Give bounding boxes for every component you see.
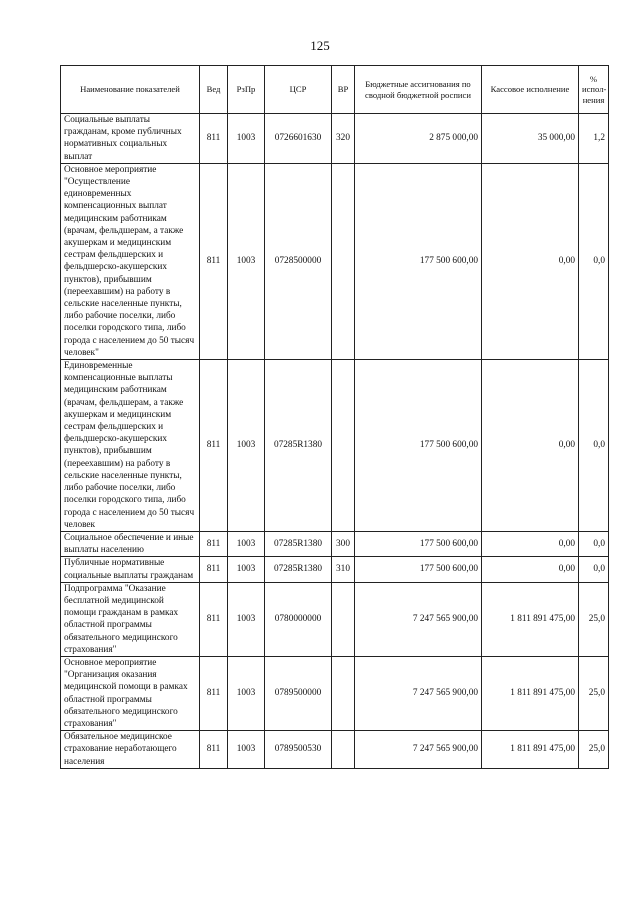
header-assign: Бюджетные ассигнования по сводной бюджетной росписи — [355, 66, 482, 114]
row-csr: 0726601630 — [265, 114, 332, 164]
row-cash: 1 811 891 475,00 — [482, 731, 579, 769]
row-vr — [332, 163, 355, 359]
row-cash: 1 811 891 475,00 — [482, 656, 579, 730]
row-assign: 2 875 000,00 — [355, 114, 482, 164]
row-csr: 07285R1380 — [265, 360, 332, 532]
row-rzpr: 1003 — [228, 557, 265, 582]
row-assign: 7 247 565 900,00 — [355, 582, 482, 656]
row-assign: 7 247 565 900,00 — [355, 656, 482, 730]
row-ved: 811 — [200, 114, 228, 164]
row-vr — [332, 360, 355, 532]
table-header-row — [61, 66, 609, 114]
row-rzpr: 1003 — [228, 163, 265, 359]
row-csr: 0780000000 — [265, 582, 332, 656]
row-assign: 177 500 600,00 — [355, 163, 482, 359]
row-rzpr: 1003 — [228, 531, 265, 556]
row-ved: 811 — [200, 531, 228, 556]
header-csr: ЦСР — [265, 66, 332, 114]
row-csr: 07285R1380 — [265, 557, 332, 582]
row-name: Единовременные компенсационные выплаты медицинским работникам (врачам, фельдшерам, а также акушеркам и медицинским сестрам фельдшерских и фельдшерско-акушерских пунктов), прибывшим (переехавшим) на работу в сельские населенные пункты, либо рабочие поселки, либо поселки городского типа, либо города с населением до 50 тысяч человек — [61, 360, 200, 532]
row-ved: 811 — [200, 656, 228, 730]
header-name: Наименование показателей — [61, 66, 200, 114]
table-row — [61, 582, 609, 656]
row-name: Основное мероприятие "Организация оказания медицинской помощи в рамках областной программы обязательного медицинского страхования" — [61, 656, 200, 730]
row-pct: 25,0 — [579, 731, 609, 769]
row-assign: 177 500 600,00 — [355, 557, 482, 582]
row-vr: 310 — [332, 557, 355, 582]
header-rzpr: РзПр — [228, 66, 265, 114]
row-cash: 1 811 891 475,00 — [482, 582, 579, 656]
page-number: 125 — [310, 38, 330, 53]
row-assign: 177 500 600,00 — [355, 360, 482, 532]
row-name: Социальные выплаты гражданам, кроме публичных нормативных социальных выплат — [61, 114, 200, 164]
table-row — [61, 731, 609, 769]
row-ved: 811 — [200, 557, 228, 582]
row-csr: 07285R1380 — [265, 531, 332, 556]
row-name: Основное мероприятие "Осуществление единовременных компенсационных выплат медицинским работникам (врачам, фельдшерам, а также акушеркам и медицинским сестрам фельдшерских и фельдшерско-акушерских пунктов), прибывшим (переехавшим) на работу в сельские населенные пункты, либо рабочие поселки, либо поселки городского типа, либо города с населением до 50 тысяч человек" — [61, 163, 200, 359]
row-pct: 1,2 — [579, 114, 609, 164]
row-vr: 320 — [332, 114, 355, 164]
row-ved: 811 — [200, 163, 228, 359]
row-name: Социальное обеспечение и иные выплаты населению — [61, 531, 200, 556]
row-rzpr: 1003 — [228, 582, 265, 656]
header-pct: % испол-нения — [579, 66, 609, 114]
row-rzpr: 1003 — [228, 114, 265, 164]
row-vr — [332, 731, 355, 769]
row-vr — [332, 656, 355, 730]
row-vr: 300 — [332, 531, 355, 556]
header-vr: ВР — [332, 66, 355, 114]
row-cash: 0,00 — [482, 163, 579, 359]
row-pct: 0,0 — [579, 531, 609, 556]
row-ved: 811 — [200, 731, 228, 769]
row-cash: 0,00 — [482, 531, 579, 556]
row-pct: 25,0 — [579, 656, 609, 730]
table-row — [61, 163, 609, 359]
row-rzpr: 1003 — [228, 731, 265, 769]
row-name: Подпрограмма "Оказание бесплатной медицинской помощи гражданам в рамках областной программы обязательного медицинского страхования" — [61, 582, 200, 656]
row-rzpr: 1003 — [228, 360, 265, 532]
budget-table — [60, 65, 609, 769]
row-ved: 811 — [200, 582, 228, 656]
row-csr: 0728500000 — [265, 163, 332, 359]
row-assign: 7 247 565 900,00 — [355, 731, 482, 769]
row-name: Публичные нормативные социальные выплаты гражданам — [61, 557, 200, 582]
row-pct: 0,0 — [579, 360, 609, 532]
row-ved: 811 — [200, 360, 228, 532]
table-row — [61, 114, 609, 164]
row-cash: 0,00 — [482, 557, 579, 582]
row-cash: 35 000,00 — [482, 114, 579, 164]
header-ved: Вед — [200, 66, 228, 114]
row-vr — [332, 582, 355, 656]
row-pct: 0,0 — [579, 557, 609, 582]
table-row — [61, 656, 609, 730]
row-csr: 0789500000 — [265, 656, 332, 730]
row-assign: 177 500 600,00 — [355, 531, 482, 556]
table-row — [61, 531, 609, 556]
table-row — [61, 360, 609, 532]
row-pct: 0,0 — [579, 163, 609, 359]
row-pct: 25,0 — [579, 582, 609, 656]
row-csr: 0789500530 — [265, 731, 332, 769]
row-rzpr: 1003 — [228, 656, 265, 730]
row-name: Обязательное медицинское страхование неработающего населения — [61, 731, 200, 769]
table-row — [61, 557, 609, 582]
header-cash: Кассовое исполнение — [482, 66, 579, 114]
row-cash: 0,00 — [482, 360, 579, 532]
